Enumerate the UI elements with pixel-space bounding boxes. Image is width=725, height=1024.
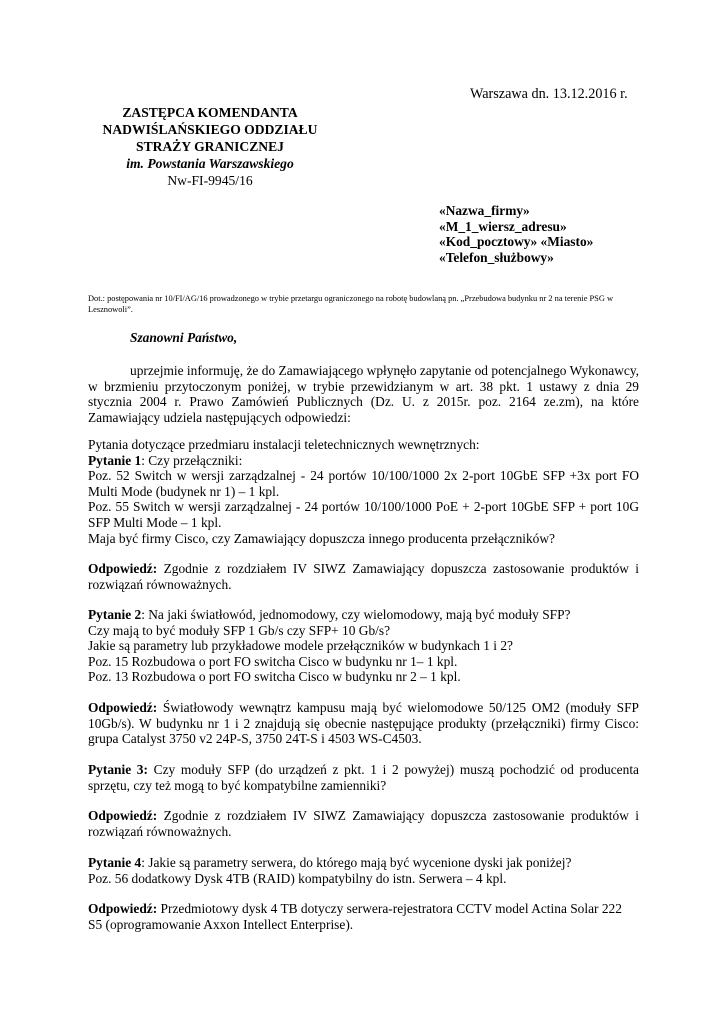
sender-line-4: im. Powstania Warszawskiego bbox=[126, 156, 294, 171]
question-3-block bbox=[88, 762, 639, 793]
answer-4-label: Odpowiedź: bbox=[88, 901, 158, 916]
answer-1-label: Odpowiedź: bbox=[88, 561, 158, 576]
sender-line-1: ZASTĘPCA KOMENDANTA bbox=[122, 105, 298, 120]
question-1-title bbox=[88, 453, 639, 469]
question-4-line-2: Poz. 56 dodatkowy Dysk 4TB (RAID) kompatybilny do istn. Serwera – 4 kpl. bbox=[88, 870, 507, 886]
recipient-address: «M_1_wiersz_adresu» bbox=[439, 218, 567, 234]
answer-1-text: Zgodnie z rozdziałem IV SIWZ Zamawiający dopuszcza zastosowanie produktów i rozwiązań równoważnych. bbox=[88, 561, 639, 592]
question-4-block bbox=[88, 855, 639, 886]
recipient-city: «Kod_pocztowy» «Miasto» bbox=[439, 234, 594, 250]
recipient-company: «Nazwa_firmy» bbox=[439, 203, 530, 218]
question-1-label: Pytanie 1 bbox=[88, 452, 142, 468]
sender-reference-number: Nw-FI-9945/16 bbox=[167, 173, 253, 188]
question-3 bbox=[88, 762, 639, 793]
answer-4-line-1 bbox=[88, 901, 639, 917]
question-1-item-55: Poz. 55 Switch w wersji zarządzalnej - 24 portów 10/100/1000 PoE + 2-port 10GbE SFP + port 10G SFP Multi Mode – 1 kpl. bbox=[88, 499, 639, 530]
question-4-title bbox=[88, 855, 639, 871]
question-2-line-2: Czy mają to być moduły SFP 1 Gb/s czy SFP+ 10 Gb/s? bbox=[88, 622, 391, 638]
answer-4-block bbox=[88, 901, 639, 932]
question-3-label: Pytanie 3: bbox=[88, 762, 148, 777]
sender-line-2: NADWIŚLAŃSKIEGO ODDZIAŁU bbox=[102, 122, 318, 137]
answer-2-block bbox=[88, 700, 639, 747]
answer-3 bbox=[88, 808, 639, 839]
answer-2 bbox=[88, 700, 639, 747]
section-heading: Pytania dotyczące przedmiaru instalacji teletechnicznych wewnętrznych: bbox=[88, 437, 480, 452]
question-1-item-52: Poz. 52 Switch w wersji zarządzalnej - 24 portów 10/100/1000 2x 2-port 10GbE SFP +3x port FO Multi Mode (budynek nr 1) – 1 kpl. bbox=[88, 468, 639, 499]
answer-2-label: Odpowiedź: bbox=[88, 700, 158, 715]
question-2-label: Pytanie 2 bbox=[88, 607, 142, 622]
greeting: Szanowni Państwo, bbox=[130, 330, 238, 345]
question-2-line-3: Jakie są parametry lub przykładowe modele przełączników w budynkach 1 i 2? bbox=[88, 638, 513, 654]
question-2-title bbox=[88, 607, 639, 623]
document-date: Warszawa dn. 13.12.2016 r. bbox=[470, 86, 628, 102]
recipient-phone: «Telefon_służbowy» bbox=[439, 249, 554, 265]
question-4-text: : Jakie są parametry serwera, do którego mają być wycenione dyski jak poniżej? bbox=[141, 855, 572, 870]
question-2-block bbox=[88, 607, 639, 685]
answer-1 bbox=[88, 561, 639, 592]
intro-text: uprzejmie informuję, że do Zamawiającego wpłynęło zapytanie od potencjalnego Wykonawcy, w brzmieniu przytoczonym poniżej, w trybie przewidzianym w art. 38 pkt. 1 ustawy z dnia 29 stycznia 2004 r. Prawo Zamówień Publicznych (Dz. U. z 2015r. poz. 2164 ze.zm), na które Zamawiający udziela następujących odpowiedzi: bbox=[88, 363, 639, 425]
question-3-text: Czy moduły SFP (do urządzeń z pkt. 1 i 2 powyżej) muszą pochodzić od producenta sprzętu, czy też mogą to być kompatybilne zamienniki? bbox=[88, 762, 639, 793]
question-4-label: Pytanie 4 bbox=[88, 855, 142, 870]
answer-3-block bbox=[88, 808, 639, 839]
question-1-question: Maja być firmy Cisco, czy Zamawiający dopuszcza innego producenta przełączników? bbox=[88, 530, 555, 546]
question-2-line-5: Poz. 13 Rozbudowa o port FO switcha Cisco w budynku nr 2 – 1 kpl. bbox=[88, 669, 461, 685]
answer-2-text: Światłowody wewnątrz kampusu mają być wielomodowe 50/125 OM2 (moduły SFP 10Gb/s). W budynku nr 1 i 2 znajdują się obecnie następujące produkty (przełączniki) firmy Cisco: grupa Catalyst 3750 v2 24P-S, 3750 24T-S i 4503 WS-C4503. bbox=[88, 700, 639, 747]
answer-3-text: Zgodnie z rozdziałem IV SIWZ Zamawiający dopuszcza zastosowanie produktów i rozwiązań równoważnych. bbox=[88, 808, 639, 839]
sender-block bbox=[60, 104, 360, 189]
answer-4-text: Przedmiotowy dysk 4 TB dotyczy serwera-rejestratora CCTV model Actina Solar 222 bbox=[157, 901, 622, 916]
answer-3-label: Odpowiedź: bbox=[88, 808, 158, 823]
question-1-text: : Czy przełączniki: bbox=[141, 452, 243, 468]
recipient-block bbox=[439, 203, 593, 265]
sender-line-3: STRAŻY GRANICZNEJ bbox=[136, 139, 284, 154]
question-1-block bbox=[88, 437, 639, 546]
question-2-text: : Na jaki światłowód, jednomodowy, czy wielomodowy, mają być moduły SFP? bbox=[141, 607, 571, 622]
answer-4-line-2: S5 (oprogramowanie Axxon Intellect Enterprise). bbox=[88, 916, 354, 932]
intro-paragraph bbox=[88, 363, 639, 425]
subject-line: Dot.: postępowania nr 10/FI/AG/16 prowadzonego w trybie przetargu ograniczonego na robotę budowlaną pn. „Przebudowa budynku nr 2 na terenie PSG w Lesznowoli”. bbox=[88, 294, 614, 314]
question-2-line-4: Poz. 15 Rozbudowa o port FO switcha Cisco w budynku nr 1– 1 kpl. bbox=[88, 653, 458, 669]
answer-1-block bbox=[88, 561, 639, 592]
